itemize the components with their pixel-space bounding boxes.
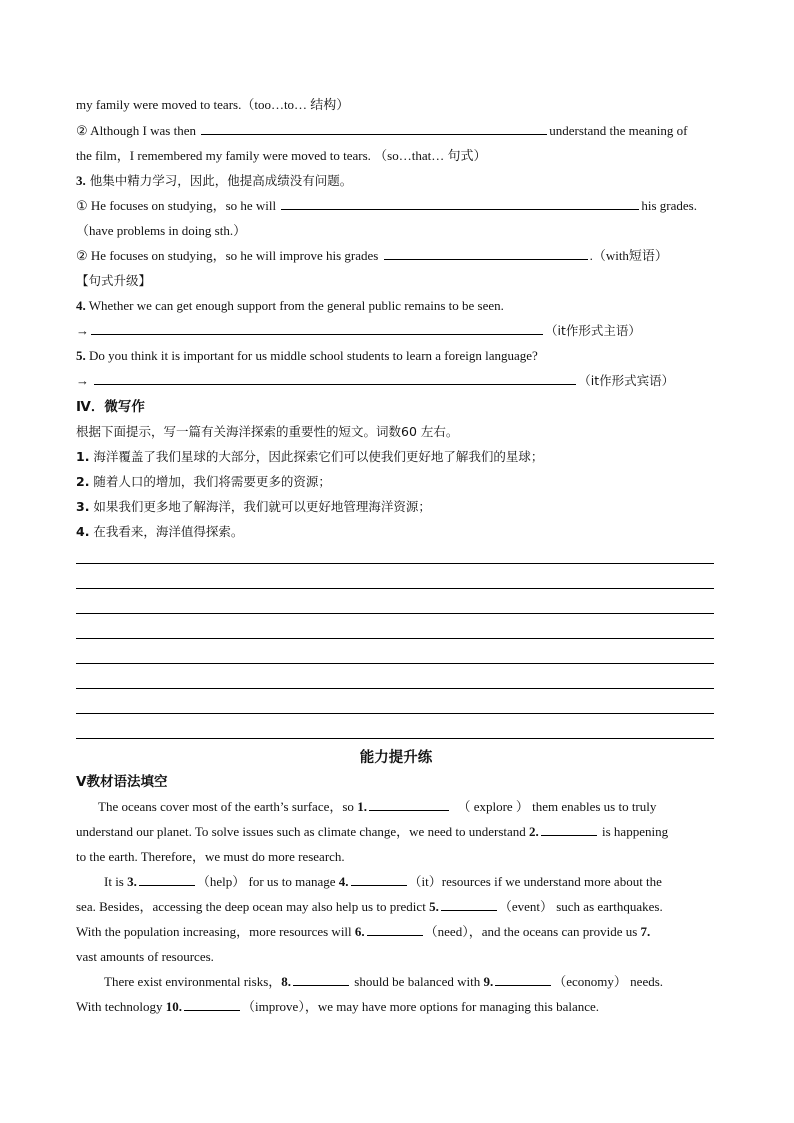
question-5: 5. Do you think it is important for us middle school students to learn a foreign language? xyxy=(76,348,538,363)
writing-line[interactable] xyxy=(76,638,714,639)
passage-line: vast amounts of resources. xyxy=(76,949,214,964)
writing-point: 3. 如果我们更多地了解海洋，我们就可以更好地管理海洋资源； xyxy=(76,499,431,514)
blank-8[interactable] xyxy=(293,973,349,986)
answer-blank[interactable] xyxy=(281,197,639,210)
answer-blank[interactable] xyxy=(91,322,543,335)
answer-blank[interactable] xyxy=(201,122,547,135)
blank-6[interactable] xyxy=(367,923,423,936)
text-line: ② Although I was then understand the meaning of xyxy=(76,123,688,138)
text-line: my family were moved to tears.（too…to… 结构） xyxy=(76,97,350,112)
writing-point: 2. 随着人口的增加，我们将需要更多的资源； xyxy=(76,474,331,489)
blank-9[interactable] xyxy=(495,973,551,986)
question-4: 4. Whether we can get enough support from the general public remains to be seen. xyxy=(76,298,504,313)
text-line: （have problems in doing sth.） xyxy=(76,223,247,238)
blank-4[interactable] xyxy=(351,873,407,886)
blank-3[interactable] xyxy=(139,873,195,886)
text-line: ① He focuses on studying，so he will his grades. xyxy=(76,198,697,213)
writing-line[interactable] xyxy=(76,713,714,714)
passage-line: understand our planet. To solve issues such as climate change，we need to understand 2. is happening xyxy=(76,824,669,839)
text-line: the film，I remembered my family were moved to tears. （so…that… 句式） xyxy=(76,148,487,163)
answer-blank[interactable] xyxy=(94,372,576,385)
section-title: 能力提升练 xyxy=(359,750,433,766)
passage-line: to the earth. Therefore，we must do more research. xyxy=(76,849,345,864)
answer-blank[interactable] xyxy=(384,247,588,260)
text-line: ② He focuses on studying，so he will improve his grades .（with短语） xyxy=(76,248,668,263)
blank-10[interactable] xyxy=(184,998,240,1011)
writing-point: 4. 在我看来，海洋值得探索。 xyxy=(76,524,244,539)
text-line: → （it作形式宾语） xyxy=(76,373,675,388)
writing-intro: 根据下面提示，写一篇有关海洋探索的重要性的短文。词数60 左右。 xyxy=(76,424,459,439)
passage-line: With the population increasing，more resources will 6. （need），and the oceans can provide us 7. xyxy=(76,924,651,939)
writing-line[interactable] xyxy=(76,563,714,564)
blank-1[interactable] xyxy=(369,798,449,811)
writing-line[interactable] xyxy=(76,588,714,589)
writing-line[interactable] xyxy=(76,688,714,689)
text-line: → （it作形式主语） xyxy=(76,323,641,338)
section-label: 【句式升级】 xyxy=(76,273,152,288)
passage-line: With technology 10. （improve），we may have more options for managing this balance. xyxy=(76,999,600,1014)
question-3: 3. 他集中精力学习，因此，他提高成绩没有问题。 xyxy=(76,173,353,188)
blank-2[interactable] xyxy=(541,823,597,836)
subsection-title: V教材语法填空 xyxy=(76,774,168,790)
passage-line: It is 3. （help） for us to manage 4. （it）resources if we understand more about the xyxy=(104,874,662,889)
passage-line: The oceans cover most of the earth’s surface，so 1. （ explore ） them enables us to truly xyxy=(98,799,657,814)
passage-line: sea. Besides，accessing the deep ocean may also help us to predict 5. （event） such as earthquakes. xyxy=(76,899,663,914)
writing-line[interactable] xyxy=(76,738,714,739)
writing-point: 1. 海洋覆盖了我们星球的大部分，因此探索它们可以使我们更好地了解我们的星球； xyxy=(76,449,544,464)
passage-line: There exist environmental risks，8. should be balanced with 9. （economy） needs. xyxy=(104,974,664,989)
writing-line[interactable] xyxy=(76,663,714,664)
writing-title: Ⅳ．微写作 xyxy=(76,399,145,415)
writing-line[interactable] xyxy=(76,613,714,614)
blank-5[interactable] xyxy=(441,898,497,911)
